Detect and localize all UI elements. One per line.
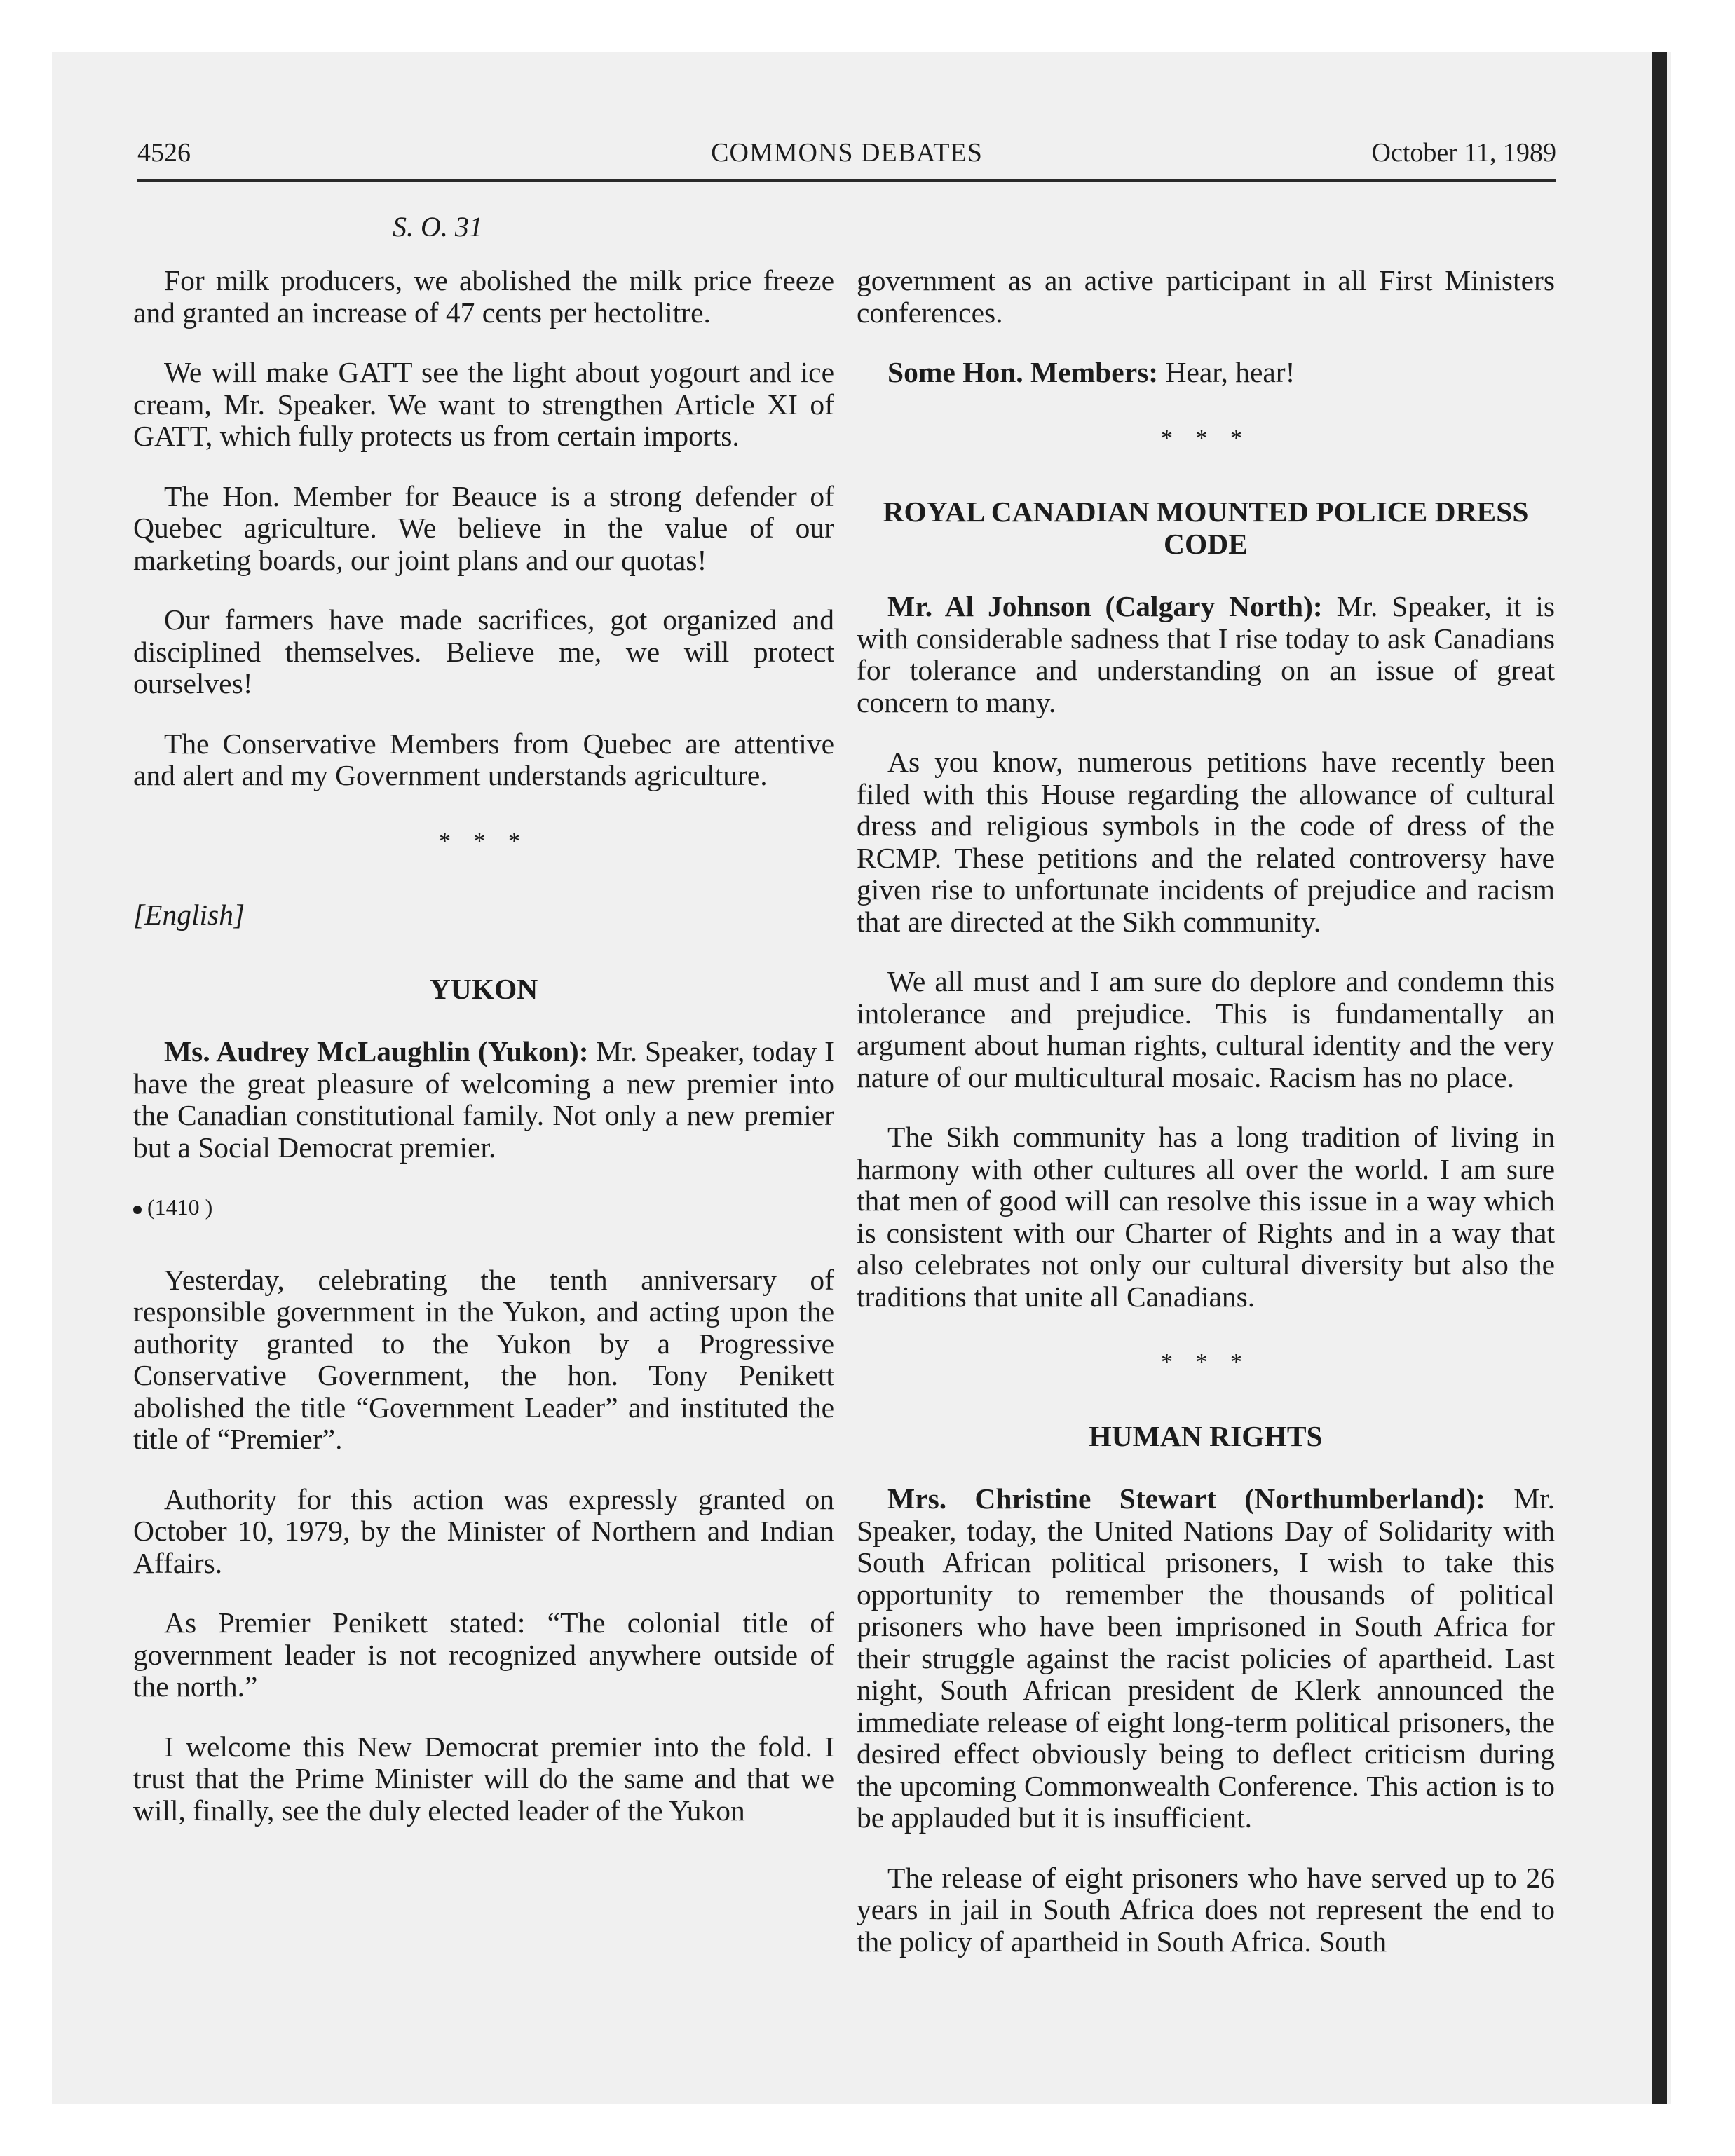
speech-paragraph <box>133 1036 834 1164</box>
paragraph: We all must and I am sure do deplore and condemn this intolerance and prejudice. This is fundamentally an argument about human rights, cultural identity and the very nature of our multicultural mosaic. Racism has no place. <box>857 965 1555 1093</box>
time-marker <box>133 1192 834 1224</box>
paragraph: The release of eight prisoners who have served up to 26 years in jail in South Africa does not represent the end to the policy of apartheid in South Africa. South <box>857 1861 1555 1958</box>
paragraph: As you know, numerous petitions have recently been filed with this House regarding the allowance of cultural dress and religious symbols in the code of dress of the RCMP. These petitions and the related controversy have given rise to unfortunate incidents of prejudice and racism that are directed at the Sikh community. <box>857 746 1555 938</box>
scan-edge-bar <box>1652 52 1667 2104</box>
publication-title: COMMONS DEBATES <box>711 138 983 168</box>
section-separator: * * * <box>1161 1349 1251 1375</box>
paragraph: Our farmers have made sacrifices, got organized and disciplined themselves. Believe me, we will protect ourselves! <box>133 603 834 700</box>
section-heading-human-rights: HUMAN RIGHTS <box>1089 1419 1323 1452</box>
speech-text: Mr. Speaker, today I have the great pleasure of welcoming a new premier into the Canadian constitutional family. Not only a new premier but a Social Democrat premier. <box>133 1035 834 1164</box>
continued-paragraph: government as an active participant in all First Ministers conferences. <box>857 264 1555 329</box>
page-header <box>137 137 1556 179</box>
speaker-name: Mr. Al Johnson (Calgary North): <box>887 590 1323 622</box>
paragraph: We will make GATT see the light about yogourt and ice cream, Mr. Speaker. We want to strengthen Article XI of GATT, which fully protects us from certain imports. <box>133 356 834 452</box>
paragraph: I welcome this New Democrat premier into the fold. I trust that the Prime Minister will do the same and that we will, finally, see the duly elected leader of the Yukon <box>133 1730 834 1827</box>
speaker-name: Ms. Audrey McLaughlin (Yukon): <box>164 1035 589 1067</box>
section-separator: * * * <box>439 828 529 854</box>
section-heading-rcmp: ROYAL CANADIAN MOUNTED POLICE DRESS CODE <box>883 496 1529 560</box>
paragraph: For milk producers, we abolished the milk price freeze and granted an increase of 47 cents per hectolitre. <box>133 264 834 329</box>
speech-text: Mr. Speaker, today, the United Nations Day of Solidarity with South African political prisoners, I wish to take this opportunity to remember the thousands of political prisoners who have been imprisoned in South Africa for their struggle against the racist policies of apartheid. Last night, South African president de Klerk announced the immediate release of eight long-term political prisoners, the desired effect obviously being to deflect criticism during the upcoming Commonwealth Conference. This action is to be applauded but it is insufficient. <box>857 1482 1556 1834</box>
left-column <box>133 265 834 1855</box>
bullet-icon <box>133 1206 142 1214</box>
section-heading-yukon: YUKON <box>429 972 538 1005</box>
paragraph: The Hon. Member for Beauce is a strong defender of Quebec agriculture. We believe in the value of our marketing boards, our joint plans and our quotas! <box>133 479 834 576</box>
paragraph: The Sikh community has a long tradition of living in harmony with other cultures all over the world. I am sure that men of good will can resolve this issue in a way which is consistent with our Charter of Rights and in a way that also celebrates not only our cultural diversity but also the traditions that unite all Canadians. <box>857 1121 1555 1313</box>
speaker-name: Mrs. Christine Stewart (Northumberland): <box>887 1482 1485 1515</box>
paragraph: The Conservative Members from Quebec are attentive and alert and my Government understands agriculture. <box>133 727 834 791</box>
standing-order-label: S. O. 31 <box>393 211 483 243</box>
interjection <box>857 357 1555 389</box>
paragraph: Authority for this action was expressly granted on October 10, 1979, by the Minister of Northern and Indian Affairs. <box>133 1482 834 1579</box>
speaker-name: Some Hon. Members: <box>887 356 1159 388</box>
speech-text: Mr. Speaker, it is with considerable sadness that I rise today to ask Canadians for tolerance and understanding on an issue of great concern to many. <box>857 590 1556 718</box>
paragraph: As Premier Penikett stated: “The colonial title of government leader is not recognized anywhere outside of the north.” <box>133 1606 834 1703</box>
speech-paragraph <box>857 1483 1555 1834</box>
speech-text: Hear, hear! <box>1165 356 1295 388</box>
right-column <box>857 265 1555 1986</box>
header-rule <box>137 179 1556 182</box>
language-tag: [English] <box>133 899 245 931</box>
time-marker-text: (1410 ) <box>147 1194 213 1220</box>
section-separator: * * * <box>1161 425 1251 451</box>
publication-date: October 11, 1989 <box>1371 138 1556 168</box>
paragraph: Yesterday, celebrating the tenth anniversary of responsible government in the Yukon, and acting upon the authority granted to the Yukon by a Progressive Conservative Government, the hon. Tony Penikett abolished the title “Government Leader” and instituted the title of “Premier”. <box>133 1263 834 1455</box>
speech-paragraph <box>857 591 1555 718</box>
page-number: 4526 <box>137 138 191 168</box>
